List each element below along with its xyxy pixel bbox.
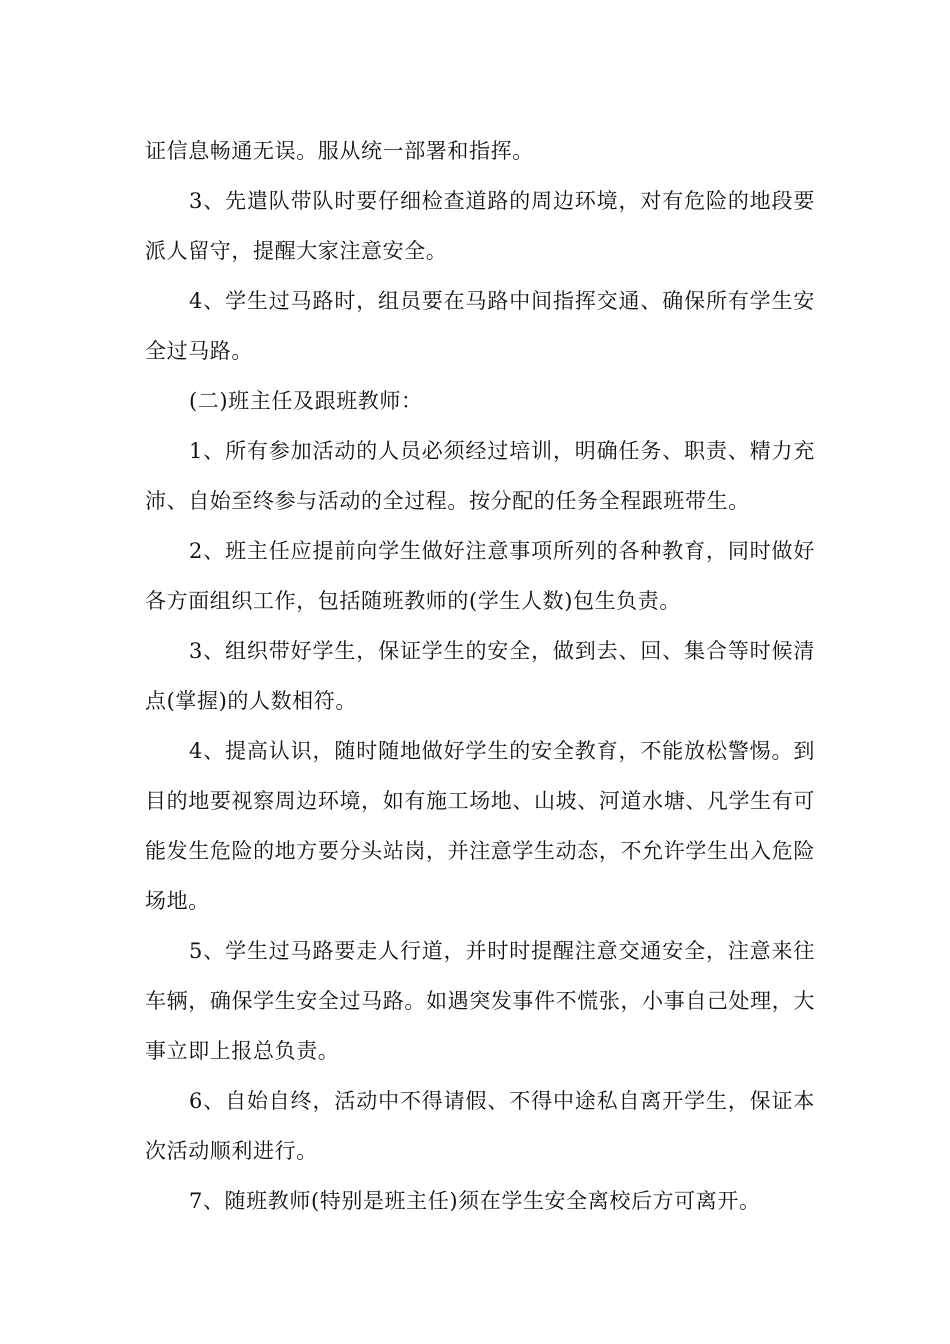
paragraph-item-7-departure: 7、随班教师(特别是班主任)须在学生安全离校后方可离开。 bbox=[189, 1189, 761, 1213]
paragraph-item-6-no-leave: 6、自始自终，活动中不得请假、不得中途私自离开学生，保证本次活动顺利进行。 bbox=[145, 1089, 815, 1163]
section-heading-teachers: (二)班主任及跟班教师： bbox=[189, 389, 423, 413]
paragraph-item-4-crossing-road: 4、学生过马路时，组员要在马路中间指挥交通、确保所有学生安全过马路。 bbox=[145, 289, 815, 363]
document-body bbox=[145, 126, 815, 1226]
paragraph-item-3-advance-team: 3、先遣队带队时要仔细检查道路的周边环境，对有危险的地段要派人留守，提醒大家注意安全。 bbox=[145, 189, 815, 263]
paragraph-item-5-traffic: 5、学生过马路要走人行道，并时时提醒注意交通安全，注意来往车辆，确保学生安全过马路。如遇突发事件不慌张，小事自己处理，大事立即上报总负责。 bbox=[145, 939, 815, 1063]
paragraph-item-3-headcount: 3、组织带好学生，保证学生的安全，做到去、回、集合等时候清点(掌握)的人数相符。 bbox=[145, 639, 815, 713]
paragraph-item-1-training: 1、所有参加活动的人员必须经过培训，明确任务、职责、精力充沛、自始至终参与活动的全过程。按分配的任务全程跟班带生。 bbox=[145, 439, 815, 513]
paragraph-item-2-education: 2、班主任应提前向学生做好注意事项所列的各种教育，同时做好各方面组织工作，包括随班教师的(学生人数)包生负责。 bbox=[145, 539, 815, 613]
paragraph-continuation: 证信息畅通无误。服从统一部署和指挥。 bbox=[145, 139, 534, 163]
paragraph-item-4-safety-awareness: 4、提高认识，随时随地做好学生的安全教育，不能放松警惕。到目的地要视察周边环境，如有施工场地、山坡、河道水塘、凡学生有可能发生危险的地方要分头站岗，并注意学生动态，不允许学生出入危险场地。 bbox=[145, 739, 815, 913]
